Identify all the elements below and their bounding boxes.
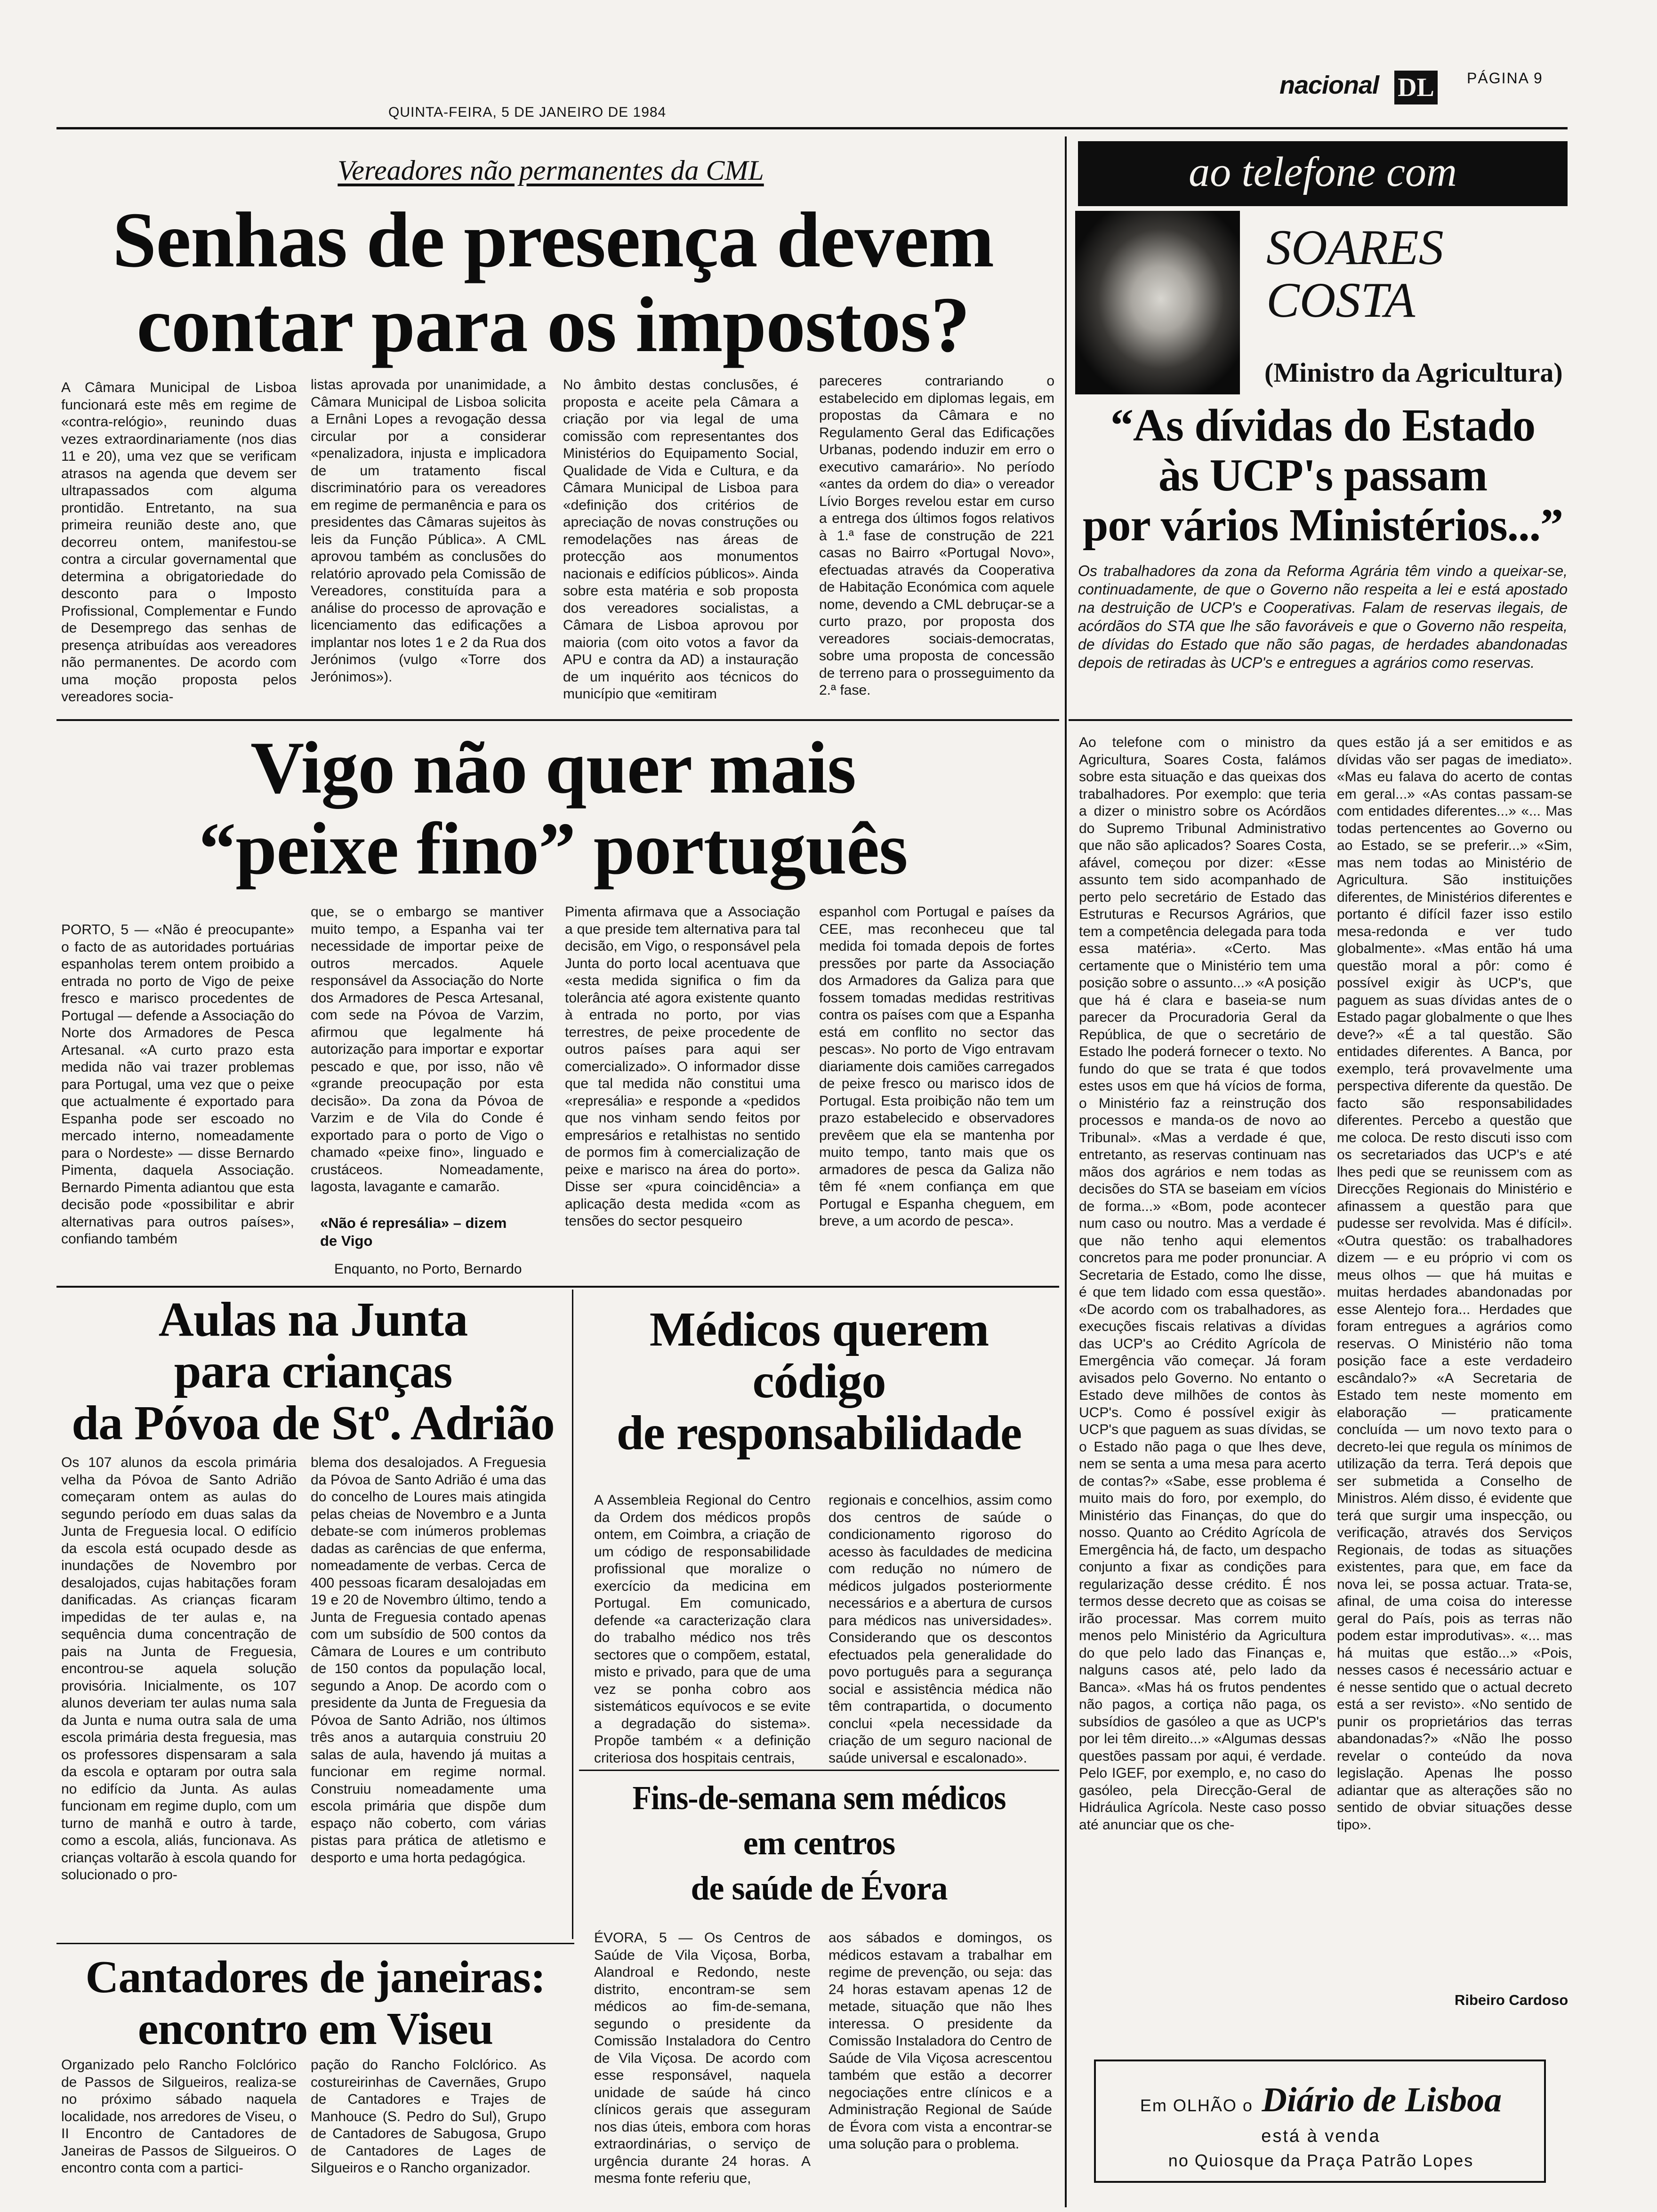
dl-logo: DL (1394, 71, 1438, 104)
ad-box (1094, 2060, 1546, 2183)
article5-title-line2: em centros (743, 1824, 895, 1862)
article1-column-3: No âmbito destas conclusões, é proposta e aceite pela Câmara a criação por via legal de uma comissão com representantes dos Ministérios do Equipamento Social, Qualidade de Vida e Cultura, e da Câmara Municipal de Lisboa para «definição dos critérios de apreciação de novas construções ou remodelações nas áreas de protecção aos monumentos nacionais e edifícios públicos». Ainda sobre esta matéria e sob proposta dos vereadores socialistas, a Câmara de Lisboa aprovou por maioria (com oito votos a favor da APU e contra da AD) a instauração de um inquérito aos técnicos do município que «emitiram (563, 377, 798, 702)
article2-title-line1: Vigo não quer mais (250, 727, 856, 809)
rule-a1-bottom (56, 719, 1059, 721)
article4-column-1: A Assembleia Regional do Centro da Ordem dos médicos propôs ontem, em Coimbra, a criação de um código de responsabilidade profissional que moralize o exercício da medicina em Portugal. Em comunicado, defende «a caracterização clara do trabalho médico nos três sectores que o compõem, estatal, misto e privado, para que de uma vez se ponha cobro aos sistemáticos equívocos e se evite a degradação do sistema». Propõe também « a definição criteriosa dos hospitais centrais, (594, 1492, 811, 1766)
article2-column-4: espanhol com Portugal e países da CEE, mas reconheceu que tal medida foi tomada depois de fortes pressões por parte da Associação dos Armadores da Galiza para que fossem tomadas medidas restritivas contra os países com que a Espanha está em conflito no sector das pescas». No porto de Vigo entravam diariamente dois camiões carregados de peixe fresco ou marisco idos de Portugal. Esta proibição não tem um prazo estabelecido e observadores prevêem que ela se mantenha por muito tempo, tanto mais que os armadores de pesca da Galiza não têm fé «nem confiança em que Portugal e Espanha cheguem, em breve, a um acordo de pesca». (819, 904, 1054, 1229)
rule-a4-bottom (579, 1770, 1059, 1771)
article2-subhead: «Não é represália» – dizem de Vigo (320, 1215, 507, 1249)
rule-column-divider (1065, 136, 1067, 2207)
article5-column-2: aos sábados e domingos, os médicos estavam a trabalhar em regime de prevenção, ou seja: das 24 horas estavam apenas 12 de metade, situação que não lhes interessa. O presidente da Comissão Instaladora do Centro de Saúde de Vila Viçosa acrescentou também que estão a decorrer negociações entre clínicos e a Administração Regional de Saúde de Évora com vista a encontrar-se uma solução para o problema. (828, 1930, 1052, 2152)
rule-a2-bottom (56, 1286, 1059, 1288)
article3-column-2: blema dos desalojados. A Freguesia da Póvoa de Santo Adrião é uma das do concelho de Loures mais atingida pelas cheias de Novembro e a Junta debate-se com inúmeros problemas dadas as carências de que enferma, nomeadamente de verbas. Cerca de 400 pessoas ficaram desalojadas em 19 e 20 de Novembro último, tendo a Junta de Freguesia contado apenas com um subsídio de 500 contos da Câmara de Loures e um contributo de 150 contos da população local, segundo a Anop. De acordo com o presidente da Junta de Freguesia da Póvoa de Santo Adrião, nos últimos três anos a autarquia construiu 20 salas de aula, havendo já muitas a funcionar em regime normal. Construiu nomeadamente uma escola primária que dispõe dum espaço não coberto, com várias pistas para prática de atletismo e desporto e uma horta pedagógica. (311, 1455, 546, 1866)
interview-lead: Os trabalhadores da zona da Reforma Agrária têm vindo a queixar-se, continuadamente, de que o Governo não respeita a lei e está apostado na destruição de UCP's e Cooperativas. Falam de reservas ilegais, de acórdãos do STA que lhe são favoráveis e que o Governo não respeita, de dívidas do Estado que não são pagas, de herdades abandonadas depois de retiradas às UCP's e entregues a agrários como reservas. (1078, 562, 1568, 671)
article3-column-1: Os 107 alunos da escola primária velha da Póvoa de Santo Adrião começaram ontem as aulas do segundo período em duas salas da Junta de Freguesia local. O edifício da escola está ocupado desde as inundações de Novembro por desalojados, cujas habitações foram danificadas. As crianças ficaram impedidas de ter aulas e, na sequência duma concentração de pais na Junta de Freguesia, encontrou-se aquela solução provisória. Inicialmente, os 107 alunos deveriam ter aulas numa sala da Junta e numa outra sala de uma escola primária desta freguesia, mas os professores dispensaram a sala da escola e optaram por outra sala no edifício da Junta. As aulas funcionam em regime duplo, com um turno de manhã e outro à tarde, como a escola, aliás, funcionava. As crianças voltarão à escola quando for solucionado o pro- (61, 1455, 297, 1883)
interview-name-line1: SOARES (1266, 220, 1444, 275)
interview-role: (Ministro da Agricultura) (1264, 357, 1563, 388)
article3-title-line2: para crianças (174, 1344, 452, 1398)
ad-line3: no Quiosque da Praça Patrão Lopes (1168, 2151, 1474, 2170)
section-name: nacional (1279, 71, 1379, 99)
ad-brand-logo: Diário de Lisboa (1262, 2081, 1502, 2119)
article2-column-2: que, se o embargo se mantiver muito tempo, a Espanha vai ter necessidade de importar peixe de outros mercados. Aquele responsável da Associação do Norte dos Armadores de Pesca Artesanal, com sede na Póvoa de Varzim, afirmou que legalmente há autorização para importar e exportar pescado e que, por isso, não vê «grande preocupação por esta decisão». Da zona da Póvoa de Varzim e de Vila do Conde é exportado para o porto de Vigo o chamado «peixe fino», linguado e crustáceos. Nomeadamente, lagosta, lavagante e camarão. (311, 904, 544, 1194)
article4-title-line3: de responsabilidade (616, 1406, 1022, 1460)
article1-title-line1: Senhas de presença devem (112, 196, 994, 284)
interview-column-1: Ao telefone com o ministro da Agricultura, Soares Costa, falámos sobre esta situação e das queixas dos trabalhadores. Por exemplo: que teria a dizer o ministro sobre os Acórdãos do Supremo Tribunal Administrativo que não são aplicados? Soares Costa, afável, começou por dizer: «Esse assunto tem sido acompanhado de perto pelo secretário de Estado das Estruturas e Recursos Agrários, que tem a competência delegada para toda essa matéria». «Certo. Mas certamente que o Ministério tem uma posição sobre o assunto...» «A posição que há é clara e baseia-se num parecer da Procuradoria Geral da República, de que o secretário de Estado lhe poderá fornecer o texto. No fundo do que se trata é que todos estes usos em que há vícios de forma, o Ministério faz a reinstrução dos processos e manda-os de novo ao Tribunal». «Mas a verdade é que, entretanto, as reservas continuam nas mãos dos agrários e nem todas as decisões do STA se baseiam em vícios de forma...» «Bom, pode acontecer num caso ou noutro. Mas a verdade é que não tenho aqui elementos concretos para me poder pronunciar. A Secretaria de Estado, como lhe disse, é que tem lidado com essa questão». «De acordo com os trabalhadores, as execuções fiscais relativas a dívidas das UCP's ao Crédito Agrícola de Emergência vão começar. Já foram avisados pelo Governo. No entanto o Estado deve milhões de contos às UCP's. Como é possível exigir às UCP's que paguem as suas dívidas, se o Estado não paga o que lhes deve, nem se senta a uma mesa para acerto de contas?» «Sabe, esse problema é muito mais do foro, por exemplo, do Ministério das Finanças, do que do nosso. Quanto ao Crédito Agrícola de Emergência há, de facto, um despacho conjunto a fixar as condições para regularização desse crédito. É nos termos desse decreto que as coisas se irão processar. Mas correm muito menos pelo Ministério da Agricultura do que pelo lado das Finanças e, nalguns casos até, pelo lado da Banca». «Mas há os frutos pendentes não pagos, a cortiça não paga, os subsídios de gasóleo a que as UCP's por lei têm direito...» «Algumas dessas questões passam por aqui, é verdade. Pelo IGEF, por exemplo, e, no caso do gasóleo, pela Direcção-Geral de Hidráulica Agrícola. Neste caso posso até anunciar que os che- (1079, 735, 1326, 1833)
article4-title-line2: código (752, 1354, 886, 1408)
article5-title-line3: de saúde de Évora (691, 1869, 948, 1907)
interview-quote-line3: por vários Ministérios...” (1082, 500, 1563, 551)
interview-name-line2: COSTA (1266, 272, 1416, 328)
page-number: PÁGINA 9 (1467, 70, 1543, 87)
ad-line2: está à venda (1261, 2126, 1381, 2146)
rule-interview-lead (1069, 719, 1572, 721)
article2-title-line2: “peixe fino” português (199, 808, 908, 890)
interview-byline: Ribeiro Cardoso (1455, 1992, 1569, 2008)
article6-title-line1: Cantadores de janeiras: (85, 1952, 546, 2003)
interview-banner (1078, 141, 1568, 206)
masthead-rule (56, 127, 1568, 129)
article1-column-1: A Câmara Municipal de Lisboa funcionará este mês em regime de «contra-relógio», reunindo duas vezes extraordinariamente (nos dias 11 e 20), uma vez que se verificam atrasos na agenda que devem ser ultrapassados com alguma prontidão. Entretanto, na sua primeira reunião deste ano, que decorreu ontem, manifestou-se contra a circular governamental que determina a obrigatoriedade do desconto para o Imposto Profissional, Complementar e Fundo de Desemprego das senhas de presença atribuídas aos vereadores não permanentes. De acordo com uma moção proposta pelos vereadores socia- (61, 380, 297, 705)
article6-column-1: Organizado pelo Rancho Folclórico de Passos de Silgueiros, realiza-se no próximo sábado naquela localidade, nos arredores de Viseu, o II Encontro de Cantadores de Janeiras de Passos de Silgueiros. O encontro conta com a partici- (61, 2057, 297, 2176)
article6-title-line2: encontro em Viseu (137, 2004, 493, 2054)
article4-title-line1: Médicos querem (649, 1302, 989, 1356)
article3-title-line1: Aulas na Junta (158, 1292, 468, 1346)
article5-title-line1: Fins-de-semana sem médicos (632, 1779, 1006, 1817)
masthead-date: QUINTA-FEIRA, 5 DE JANEIRO DE 1984 (388, 104, 667, 120)
article4-column-2: regionais e concelhios, assim como dos centros de saúde o condicionamento rigoroso do acesso às faculdades de medicina com redução no número de médicos julgados posteriormente necessários e a abertura de cursos para médicos nas universidades». Considerando que os descontos efectuados pela generalidade do povo português para a segurança social e assistência médica não têm contrapartida, o documento conclui «pela necessidade da criação de um seguro nacional de saúde universal e escalonado». (828, 1492, 1052, 1766)
article1-title-line2: contar para os impostos? (137, 281, 970, 369)
minister-photo (1075, 211, 1240, 394)
ad-line1-prefix: Em OLHÃO o (1140, 2096, 1253, 2115)
article6-column-2: pação do Rancho Folclórico. As costureirinhas de Cavernães, Grupo de Cantadores e Trajes de Manhouce (S. Pedro do Sul), Grupo de Cantadores de Sabugosa, Grupo de Cantadores de Lages de Silgueiros e o Rancho organizador. (311, 2057, 546, 2176)
article2-column-1: PORTO, 5 — «Não é preocupante» o facto de as autoridades portuárias espanholas terem ontem proibido a entrada no porto de Vigo de peixe fresco e marisco procedentes de Portugal — defende a Associação do Norte dos Armadores de Pesca Artesanal. «A curto prazo esta medida não vai trazer problemas para Portugal, uma vez que o peixe que actualmente é exportado para Espanha pode ser escoado no mercado interno, nomeadamente para o Nordeste» — disse Bernardo Pimenta, daquela Associação. Bernardo Pimenta adiantou que esta decisão pode «possibilitar e abrir alternativas para outros países», confiando também (61, 922, 294, 1247)
interview-quote-line1: “As dívidas do Estado (1110, 400, 1536, 451)
interview-banner-text: ao telefone com (1189, 149, 1457, 195)
rule-a6-top (56, 1943, 574, 1944)
article1-kicker: Vereadores não permanentes da CML (338, 155, 764, 186)
article3-title-line3: da Póvoa de Stº. Adrião (72, 1396, 555, 1450)
article5-column-1: ÉVORA, 5 — Os Centros de Saúde de Vila Viçosa, Borba, Alandroal e Redondo, neste distrito, encontram-se sem médicos ao fim-de-semana, segundo o presidente da Comissão Instaladora do Centro de Vila Viçosa. De acordo com esse responsável, naquela unidade de saúde há cinco clínicos gerais que asseguram nos dias úteis, embora com horas extraordinárias, o serviço de urgência durante 24 horas. A mesma fonte referiu que, (594, 1930, 811, 2186)
article1-column-4: pareceres contrariando o estabelecido em diplomas legais, em propostas da Câmara e no Regulamento Geral das Edificações Urbanas, podendo induzir em erro o executivo camarário». No período «antes da ordem do dia» o vereador Lívio Borges revelou estar em curso a entrega dos últimos fogos relativos à 1.ª fase de construção de 221 casas no Bairro «Portugal Novo», efectuadas através da Cooperativa de Habitação Económica com aquele nome, devendo a CML debruçar-se a curto prazo, por proposta dos vereadores sociais-democratas, sobre uma proposta de concessão de terreno para o prosseguimento da 2.ª fase. (819, 373, 1054, 698)
article2-column-3: Pimenta afirmava que a Associação a que preside tem alternativa para tal decisão, em Vigo, o responsável pela Junta do porto local acentuava que «esta medida significa o fim da tolerância até agora existente quanto à entrada no porto, por vias terrestres, de peixe procedente de outros países para aqui ser comercializado». O informador disse que tal medida não constitui uma «represália» e responde a «pedidos que nos vinham sendo feitos por empresários e retalhistas no sentido de pormos fim à comercialização de peixe e marisco na área do porto». Disse ser «pura coincidência» a aplicação desta medida «com as tensões do sector pesqueiro (565, 904, 800, 1229)
interview-quote-line2: às UCP's passam (1158, 450, 1488, 501)
interview-column-2: ques estão já a ser emitidos e as dívidas vão ser pagas de imediato». «Mas eu falava do acerto de contas em geral...» «As contas passam-se com entidades diferentes...» «... Mas todas pertencentes ao Governo ou ao Estado, se se preferir...» «Sim, mas nem todas ao Ministério de Agricultura. São instituições diferentes, de Ministérios diferentes e portanto é difícil fazer isso estilo mesa-redonda e ver tudo globalmente». «Mas então há uma questão moral a pôr: como é possível exigir às UCP's, que paguem as suas dívidas antes de o Estado pagar globalmente o que lhes deve?» «É a tal questão. São entidades diferentes. A Banca, por exemplo, terá provavelmente uma perspectiva diferente da questão. De facto são responsabilidades diferentes. Percebo a questão que me coloca. De resto discuti isso com os secretariados das UCP's e até lhes pedi que se reunissem com as Direcções Regionais do Ministério e afinassem a questão para que pudesse ser revolvida. Mas é difícil». «Outra questão: os trabalhadores dizem — e eu próprio vi com os meus olhos — que há muitas e muitas herdades abandonadas por esse Alentejo fora... Herdades que foram entregues a agrários como reservas. O Ministério não toma posição face a este verdadeiro escândalo?» «A Secretaria de Estado tem neste momento em elaboração — praticamente concluída — um novo texto para o decreto-lei que regula os mínimos de utilização da terra. Terá depois que ser submetida a Conselho de Ministros. Além disso, é evidente que terá que surgir uma inspecção, ou verificação, através dos Serviços Regionais, de todas as situações existentes, para que, em face da nova lei, se possa actuar. Trata-se, afinal, de uma coisa do interesse geral do País, pois as terras não podem estar improdutivas». «... mas há muitas que estão...» «Pois, nesses casos é necessário actuar e é nesse sentido que o actual decreto está a ser revisto». «No sentido de punir os proprietários das terras abandonadas?» «Não lhe posso revelar o conteúdo da nova legislação. Apenas lhe posso adiantar que as alterações são no sentido de obviar situações desse tipo». (1337, 735, 1572, 1833)
article2-column-2-end: Enquanto, no Porto, Bernardo (334, 1261, 522, 1277)
article1-column-2: listas aprovada por unanimidade, a Câmara Municipal de Lisboa solicita a Ernâni Lopes a revogação dessa circular por a considerar «penalizadora, injusta e implicadora de um tratamento fiscal discriminatório para os vereadores em regime de permanência e para os presidentes das Câmaras sujeitos às leis da Função Pública». A CML aprovou também as conclusões do relatório aprovado pela Comissão de Vereadores, constituída para a análise do processo de aprovação e licenciamento das edificações a implantar nos lotes 1 e 2 da Rua dos Jerónimos (vulgo «Torre dos Jerónimos»). (311, 377, 546, 685)
rule-a3-divider (572, 1290, 573, 1939)
